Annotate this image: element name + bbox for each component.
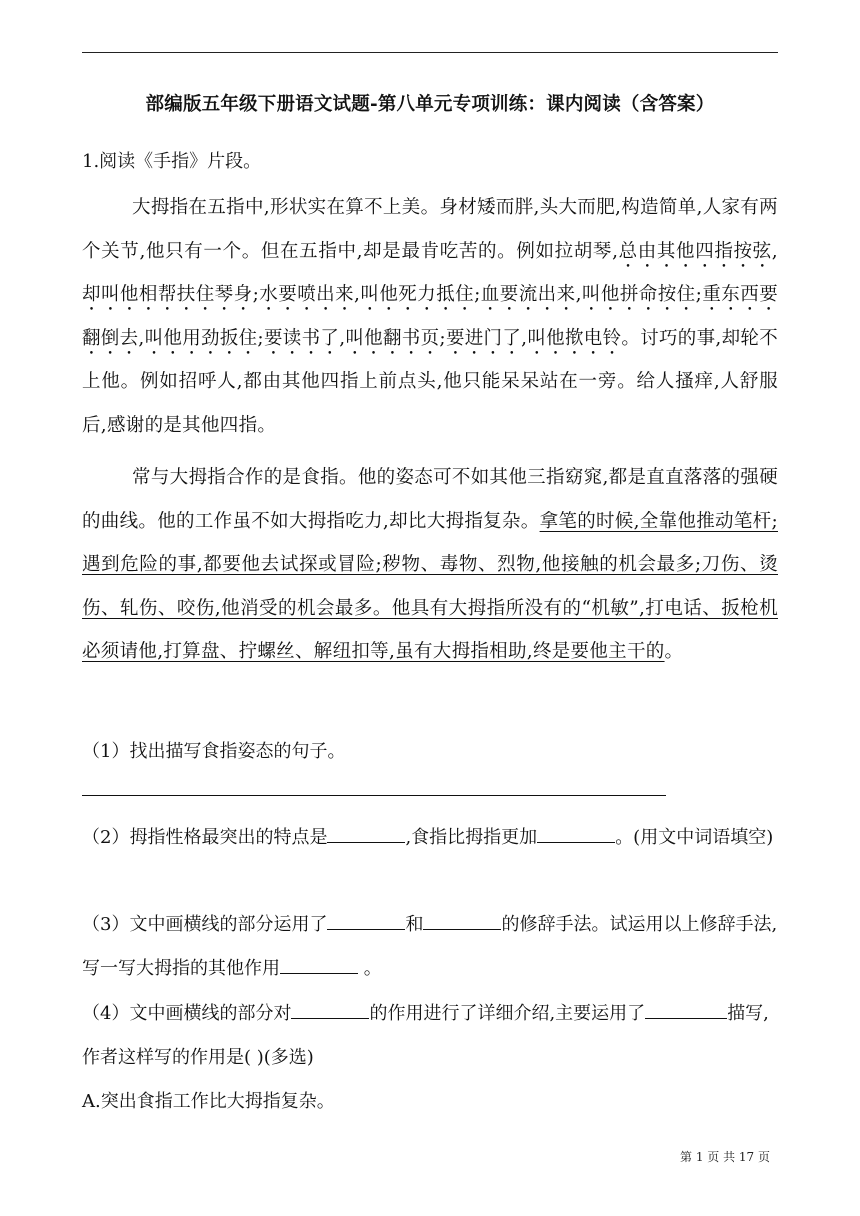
fill-blank[interactable] — [423, 911, 501, 930]
fill-blank[interactable] — [537, 824, 615, 843]
passage-paragraph-2 — [82, 456, 778, 674]
fill-blank[interactable] — [280, 955, 358, 974]
passage-text: 常与大拇指合作的是食指。他的姿态可不如其他三指窈窕,都是直直落落的强硬的曲线。他的工作虽不如大拇指吃力,却比大拇指复杂。 — [82, 467, 778, 532]
header-rule — [82, 52, 778, 53]
sub-question-2 — [82, 816, 778, 860]
page-footer: 第 1 页 共 17 页 — [680, 1150, 770, 1164]
fill-blank[interactable] — [327, 824, 405, 843]
question-text: 。(用文中词语填空) — [615, 827, 774, 848]
passage-paragraph-1 — [82, 186, 778, 447]
question-text: 和 — [405, 914, 424, 935]
answer-line[interactable] — [82, 795, 666, 796]
question-text: （2）拇指性格最突出的特点是 — [82, 827, 328, 848]
passage-text: 。 — [664, 641, 684, 662]
underlined-text: 拿笔的时候,全靠他推动笔杆;遇到危险的事,都要他去试探或冒险;秽物、毒物、烈物,他接触的机会最多;刀伤、烫伤、轧伤、咬伤,他消受的机会最多。他具有大拇指所没有的“机敏”,打电话、扳枪机必须请他,打算盘、拧螺丝、解纽扣等,虽有大拇指相助,终是要他主干的 — [82, 510, 778, 662]
fill-blank[interactable] — [327, 911, 405, 930]
question-text: 的作用进行了详细介绍,主要运用了 — [369, 1003, 646, 1024]
question-text: （3）文中画横线的部分运用了 — [82, 914, 328, 935]
dotted-emphasis-text: 总由其他四指按弦,却叫他相帮扶住琴身;水要喷出来,叫他死力抵住;血要流出来,叫他拼命按住;重东西要翻倒去,叫他用劲扳住;要读书了,叫他翻书页;要进门了,叫他揿电铃。 — [82, 240, 778, 349]
sub-question-4 — [82, 992, 778, 1079]
sub-question-3 — [82, 903, 778, 990]
passage-text: 大拇指在五指中,形状实在算不上美。身材矮而胖,头大而肥,构造简单,人家有两个关节,他只有一个。但在五指中,却是最肯吃苦的。例如拉胡琴, — [82, 197, 778, 262]
sub-question-1: （1）找出描写食指姿态的句子。 — [82, 741, 346, 762]
fill-blank[interactable] — [291, 1000, 369, 1019]
page-title: 部编版五年级下册语文试题-第八单元专项训练：课内阅读（含答案） — [145, 94, 715, 115]
question-text: 的修辞手法。试运用以上修辞手法,写一写大拇指的其他作用 — [82, 914, 778, 979]
fill-blank[interactable] — [645, 1000, 727, 1019]
question-text: ,食指比拇指更加 — [405, 827, 538, 848]
question-text: （4）文中画横线的部分对 — [82, 1003, 292, 1024]
passage-text: 讨巧的事,却轮不上他。例如招呼人,都由其他四指上前点头,他只能呆呆站在一旁。给人搔痒,人舒服后,感谢的是其他四指。 — [82, 327, 779, 436]
question-text: 。 — [358, 957, 382, 979]
question-text: 描写,作者这样写的作用是( )(多选) — [82, 1003, 769, 1068]
question-intro: 1.阅读《手指》片段。 — [82, 151, 262, 172]
option-a: A.突出食指工作比大拇指复杂。 — [82, 1091, 335, 1112]
